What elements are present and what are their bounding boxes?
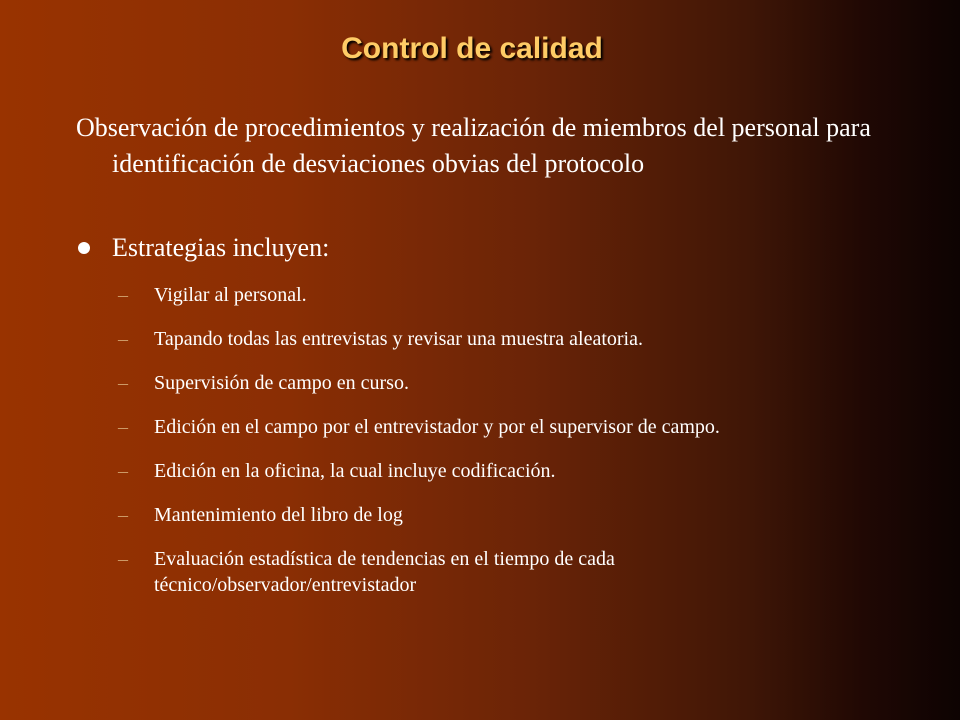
list-item-text: Tapando todas las entrevistas y revisar una muestra aleatoria. bbox=[154, 328, 643, 350]
list-item bbox=[118, 326, 838, 352]
slide-title: Control de calidad bbox=[341, 32, 603, 65]
bullet-label: Estrategias incluyen: bbox=[112, 233, 330, 262]
list-item bbox=[118, 282, 838, 308]
list-item-text: Evaluación estadística de tendencias en el tiempo de cada técnico/observador/entrevistador bbox=[154, 548, 615, 596]
dash-icon: – bbox=[118, 460, 128, 482]
bullet-dot-icon bbox=[78, 242, 90, 254]
list-item bbox=[118, 546, 838, 598]
dash-icon: – bbox=[118, 416, 128, 438]
list-item-text: Vigilar al personal. bbox=[154, 284, 307, 306]
dash-icon: – bbox=[118, 372, 128, 394]
list-item-text: Supervisión de campo en curso. bbox=[154, 372, 409, 394]
list-item bbox=[118, 414, 838, 440]
list-item bbox=[118, 458, 838, 484]
strategies-list bbox=[118, 282, 838, 616]
list-item bbox=[118, 502, 838, 528]
list-item-text: Edición en la oficina, la cual incluye codificación. bbox=[154, 460, 556, 482]
dash-icon: – bbox=[118, 504, 128, 526]
dash-icon: – bbox=[118, 328, 128, 350]
dash-icon: – bbox=[118, 284, 128, 306]
intro-paragraph: Observación de procedimientos y realización de miembros del personal para identificación de desviaciones obvias del protocolo bbox=[76, 113, 871, 178]
dash-icon: – bbox=[118, 548, 128, 570]
list-item-text: Mantenimiento del libro de log bbox=[154, 504, 403, 526]
list-item bbox=[118, 370, 838, 396]
list-item-text: Edición en el campo por el entrevistador y por el supervisor de campo. bbox=[154, 416, 720, 438]
